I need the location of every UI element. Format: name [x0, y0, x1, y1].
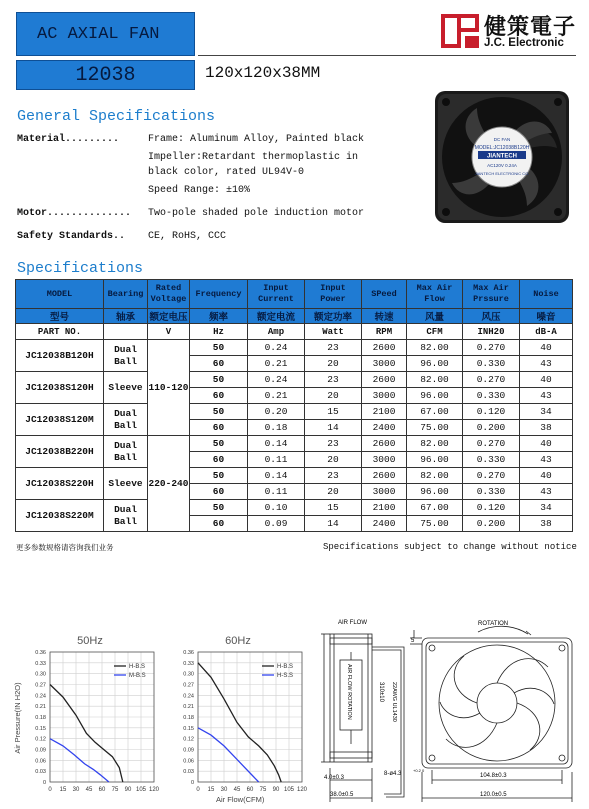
noise-cell: 43: [520, 484, 573, 500]
product-type: AC AXIAL FAN: [37, 25, 160, 44]
product-type-banner: [16, 12, 195, 56]
frequency-cell: 60: [190, 356, 248, 372]
y-tick-label: 0.30: [183, 671, 194, 678]
noise-cell: 43: [520, 452, 573, 468]
speed-cell: 2600: [362, 436, 407, 452]
speed-cell: 2600: [362, 372, 407, 388]
fan-label-line4: JIANTECH ELECTRONIC CO.: [474, 171, 530, 176]
power-cell: 23: [305, 340, 362, 356]
current-cell: 0.21: [248, 388, 305, 404]
fan-label-line1: DC FAN: [493, 137, 511, 142]
chart-50hz: [35, 635, 159, 793]
table-row: [16, 500, 573, 516]
current-cell: 0.11: [248, 452, 305, 468]
specs-title: Specifications: [17, 260, 144, 277]
x-tick-label: 90: [124, 787, 132, 793]
y-tick-label: 0.12: [35, 736, 46, 743]
model-cell: JC12038S120H: [16, 372, 104, 404]
header-cn-cell: 噪音: [520, 309, 573, 324]
header-cell: Noise: [520, 280, 573, 309]
model-cell: JC12038S220H: [16, 468, 104, 500]
noise-cell: 38: [520, 516, 573, 532]
header-cn-cell: 额定功率: [305, 309, 362, 324]
airflow-cell: 96.00: [407, 356, 463, 372]
bearing-cell: Sleeve: [104, 372, 148, 404]
drawing-dim-5: 5: [411, 638, 415, 644]
chart-title: 50Hz: [77, 635, 103, 647]
x-tick-label: 105: [283, 787, 295, 793]
header-cell: Input Power: [305, 280, 362, 309]
bearing-cell: Dual Ball: [104, 500, 148, 532]
noise-cell: 40: [520, 436, 573, 452]
speed-cell: 2100: [362, 404, 407, 420]
safety-label: Safety Standards..: [17, 231, 126, 242]
unit-cell: INH20: [463, 324, 520, 340]
model-cell: JC12038B120H: [16, 340, 104, 372]
y-tick-label: 0.21: [35, 704, 46, 711]
pressure-cell: 0.330: [463, 484, 520, 500]
power-cell: 20: [305, 388, 362, 404]
bearing-cell: Dual Ball: [104, 436, 148, 468]
pressure-cell: 0.330: [463, 388, 520, 404]
motor-label: Motor..............: [17, 208, 132, 219]
model-cell: JC12038S220M: [16, 500, 104, 532]
material-line-3: black color, rated UL94V-0: [148, 167, 305, 178]
header-cell: Max Air Prssure: [463, 280, 520, 309]
table-row: [16, 436, 573, 452]
legend-label: H-B.S: [129, 664, 146, 670]
speed-cell: 2600: [362, 468, 407, 484]
current-cell: 0.21: [248, 356, 305, 372]
frequency-cell: 60: [190, 452, 248, 468]
y-tick-label: 0.06: [183, 758, 194, 765]
brand-name-en: J.C. Electronic: [484, 37, 564, 49]
x-axis-label: Air Flow(CFM): [216, 795, 265, 804]
x-tick-label: 0: [48, 787, 52, 793]
y-tick-label: 0.15: [35, 725, 46, 732]
model-number-banner: [16, 60, 195, 90]
speed-cell: 3000: [362, 452, 407, 468]
x-tick-label: 45: [85, 787, 93, 793]
drawing-air-flow: AIR FLOW: [338, 620, 368, 626]
pressure-cell: 0.270: [463, 372, 520, 388]
series-line: [198, 728, 259, 782]
x-tick-label: 120: [148, 787, 160, 793]
current-cell: 0.24: [248, 372, 305, 388]
power-cell: 23: [305, 436, 362, 452]
pressure-cell: 0.330: [463, 356, 520, 372]
speed-cell: 3000: [362, 388, 407, 404]
drawing-wire-spec: 22AWG UL1430: [391, 682, 397, 722]
fan-label-brand: JIANTECH: [486, 153, 518, 160]
series-line: [198, 663, 281, 782]
material-line-2: Impeller:Retardant thermoplastic in: [148, 152, 359, 163]
table-row: [16, 468, 573, 484]
note-specs-subject-to-change: Specifications subject to change without notice: [323, 542, 577, 552]
x-tick-label: 30: [72, 787, 80, 793]
table-row: [16, 340, 573, 356]
frequency-cell: 60: [190, 516, 248, 532]
drawing-dim-width: 120.0±0.5: [480, 792, 507, 798]
x-tick-label: 105: [135, 787, 147, 793]
drawing-dim-flange: 4.0±0.3: [324, 775, 344, 781]
header-cell: Bearing: [104, 280, 148, 309]
airflow-cell: 67.00: [407, 404, 463, 420]
current-cell: 0.18: [248, 420, 305, 436]
drawing-side-label: AIR FLOW ROTATION: [346, 664, 352, 720]
header-cn-cell: 转速: [362, 309, 407, 324]
noise-cell: 43: [520, 356, 573, 372]
unit-cell: [104, 324, 148, 340]
motor-value: Two-pole shaded pole induction motor: [148, 208, 365, 219]
x-tick-label: 120: [296, 787, 308, 793]
voltage-cell: 220-240: [148, 436, 190, 532]
model-cell: JC12038S120M: [16, 404, 104, 436]
y-tick-label: 0: [42, 780, 46, 786]
current-cell: 0.10: [248, 500, 305, 516]
y-tick-label: 0.27: [35, 682, 46, 689]
drawing-dim-pitch: 104.8±0.3: [480, 773, 507, 779]
y-tick-label: 0.21: [183, 704, 194, 711]
pressure-cell: 0.270: [463, 340, 520, 356]
y-tick-label: 0.09: [183, 747, 194, 754]
drawing-dim-hole-tol: +0.2 0: [413, 768, 425, 773]
x-tick-label: 75: [111, 787, 119, 793]
table-header-cn-row: [16, 309, 573, 324]
speed-cell: 2400: [362, 420, 407, 436]
y-tick-label: 0.36: [35, 650, 46, 656]
technical-drawing: [318, 612, 580, 808]
header-cell: SPeed: [362, 280, 407, 309]
airflow-cell: 82.00: [407, 436, 463, 452]
airflow-cell: 96.00: [407, 388, 463, 404]
note-more-specs: 更多参数规格请咨询我们业务: [16, 543, 114, 552]
y-tick-label: 0.36: [183, 650, 194, 656]
speed-cell: 2600: [362, 340, 407, 356]
pressure-cell: 0.120: [463, 500, 520, 516]
power-cell: 20: [305, 484, 362, 500]
frequency-cell: 50: [190, 340, 248, 356]
unit-cell: Hz: [190, 324, 248, 340]
header-cn-cell: 轴承: [104, 309, 148, 324]
frequency-cell: 50: [190, 468, 248, 484]
header-cn-cell: 风压: [463, 309, 520, 324]
noise-cell: 34: [520, 500, 573, 516]
legend-label: M-B.S: [129, 673, 146, 679]
frequency-cell: 50: [190, 436, 248, 452]
power-cell: 14: [305, 420, 362, 436]
header-cell: Rated Voltage: [148, 280, 190, 309]
power-cell: 15: [305, 500, 362, 516]
general-specs-title: General Specifications: [17, 108, 216, 125]
header-cell: Frequency: [190, 280, 248, 309]
frequency-cell: 50: [190, 404, 248, 420]
x-tick-label: 30: [220, 787, 228, 793]
y-tick-label: 0.27: [183, 682, 194, 689]
frequency-cell: 60: [190, 420, 248, 436]
power-cell: 23: [305, 468, 362, 484]
noise-cell: 38: [520, 420, 573, 436]
voltage-cell: 110-120: [148, 340, 190, 436]
drawing-dim-depth: 38.0±0.5: [330, 792, 354, 798]
x-tick-label: 15: [59, 787, 67, 793]
power-cell: 20: [305, 452, 362, 468]
airflow-cell: 96.00: [407, 452, 463, 468]
airflow-cell: 75.00: [407, 420, 463, 436]
table-unit-row: [16, 324, 573, 340]
noise-cell: 43: [520, 388, 573, 404]
unit-cell: V: [148, 324, 190, 340]
noise-cell: 34: [520, 404, 573, 420]
header-cell: MODEL: [16, 280, 104, 309]
drawing-dim-hole: 8-ø4.3: [384, 771, 402, 777]
y-axis-label: Air Pressure(IN H2O): [13, 682, 22, 754]
airflow-cell: 75.00: [407, 516, 463, 532]
performance-charts: [8, 626, 308, 806]
current-cell: 0.09: [248, 516, 305, 532]
y-tick-label: 0.24: [183, 693, 194, 700]
company-logo-icon: [439, 12, 481, 50]
noise-cell: 40: [520, 468, 573, 484]
pressure-cell: 0.120: [463, 404, 520, 420]
brand-name-cn: 健策電子: [484, 15, 577, 40]
x-tick-label: 45: [233, 787, 241, 793]
safety-value: CE, RoHS, CCC: [148, 231, 227, 242]
table-header-row: [16, 280, 573, 309]
unit-cell: RPM: [362, 324, 407, 340]
y-tick-label: 0.03: [183, 769, 194, 776]
chart-60hz: [183, 635, 307, 793]
speed-cell: 2100: [362, 500, 407, 516]
unit-cell: dB-A: [520, 324, 573, 340]
current-cell: 0.11: [248, 484, 305, 500]
header-cn-cell: 风量: [407, 309, 463, 324]
pressure-cell: 0.330: [463, 452, 520, 468]
y-tick-label: 0.30: [35, 671, 46, 678]
airflow-cell: 82.00: [407, 340, 463, 356]
speed-cell: 2400: [362, 516, 407, 532]
material-line-4: Speed Range: ±10%: [148, 185, 251, 196]
chart-title: 60Hz: [225, 635, 251, 647]
speed-cell: 3000: [362, 356, 407, 372]
airflow-cell: 82.00: [407, 372, 463, 388]
model-number: 12038: [75, 64, 136, 87]
legend-label: H-S.S: [277, 673, 294, 679]
fan-label-line3: AC120V 0.24A: [487, 163, 517, 168]
y-tick-label: 0.33: [35, 660, 46, 667]
pressure-cell: 0.200: [463, 516, 520, 532]
unit-cell: CFM: [407, 324, 463, 340]
current-cell: 0.14: [248, 468, 305, 484]
y-tick-label: 0: [190, 780, 194, 786]
power-cell: 23: [305, 372, 362, 388]
header-cn-cell: 频率: [190, 309, 248, 324]
frequency-cell: 60: [190, 388, 248, 404]
y-tick-label: 0.33: [183, 660, 194, 667]
pressure-cell: 0.270: [463, 436, 520, 452]
fan-label-line2: MODEL:JC12038B120H: [474, 145, 530, 151]
current-cell: 0.20: [248, 404, 305, 420]
x-tick-label: 15: [207, 787, 215, 793]
frequency-cell: 50: [190, 372, 248, 388]
model-cell: JC12038B220H: [16, 436, 104, 468]
series-line: [50, 685, 123, 783]
bearing-cell: Sleeve: [104, 468, 148, 500]
airflow-cell: 96.00: [407, 484, 463, 500]
bearing-cell: Dual Ball: [104, 404, 148, 436]
material-line-1: Frame: Aluminum Alloy, Painted black: [148, 134, 365, 145]
dimensions-text: 120x120x38MM: [205, 64, 321, 82]
header-cn-cell: 型号: [16, 309, 104, 324]
frequency-cell: 50: [190, 500, 248, 516]
y-tick-label: 0.06: [35, 758, 46, 765]
y-tick-label: 0.15: [183, 725, 194, 732]
x-tick-label: 60: [98, 787, 106, 793]
frequency-cell: 60: [190, 484, 248, 500]
y-tick-label: 0.03: [35, 769, 46, 776]
header-cn-cell: 额定电流: [248, 309, 305, 324]
x-tick-label: 75: [259, 787, 267, 793]
legend-label: H-B.S: [277, 664, 294, 670]
y-tick-label: 0.12: [183, 736, 194, 743]
current-cell: 0.14: [248, 436, 305, 452]
y-tick-label: 0.18: [183, 715, 194, 721]
y-tick-label: 0.18: [35, 715, 46, 721]
table-row: [16, 372, 573, 388]
pressure-cell: 0.200: [463, 420, 520, 436]
pressure-cell: 0.270: [463, 468, 520, 484]
header-cell: Input Current: [248, 280, 305, 309]
header-cell: Max Air Flow: [407, 280, 463, 309]
drawing-rotation: ROTATION: [478, 621, 509, 627]
y-tick-label: 0.09: [35, 747, 46, 754]
power-cell: 15: [305, 404, 362, 420]
airflow-cell: 67.00: [407, 500, 463, 516]
material-label: Material.........: [17, 134, 120, 145]
x-tick-label: 90: [272, 787, 280, 793]
power-cell: 20: [305, 356, 362, 372]
unit-cell: Amp: [248, 324, 305, 340]
unit-cell: Watt: [305, 324, 362, 340]
airflow-cell: 82.00: [407, 468, 463, 484]
noise-cell: 40: [520, 372, 573, 388]
current-cell: 0.24: [248, 340, 305, 356]
x-tick-label: 0: [196, 787, 200, 793]
header-rule: [198, 55, 576, 56]
y-tick-label: 0.24: [35, 693, 46, 700]
unit-cell: PART NO.: [16, 324, 104, 340]
fan-product-image: [432, 88, 572, 226]
bearing-cell: Dual Ball: [104, 340, 148, 372]
noise-cell: 40: [520, 340, 573, 356]
header-cn-cell: 额定电压: [148, 309, 190, 324]
x-tick-label: 60: [246, 787, 254, 793]
power-cell: 14: [305, 516, 362, 532]
drawing-lead-length: 310±10: [378, 682, 384, 702]
specs-table: [15, 279, 573, 532]
speed-cell: 3000: [362, 484, 407, 500]
table-row: [16, 404, 573, 420]
